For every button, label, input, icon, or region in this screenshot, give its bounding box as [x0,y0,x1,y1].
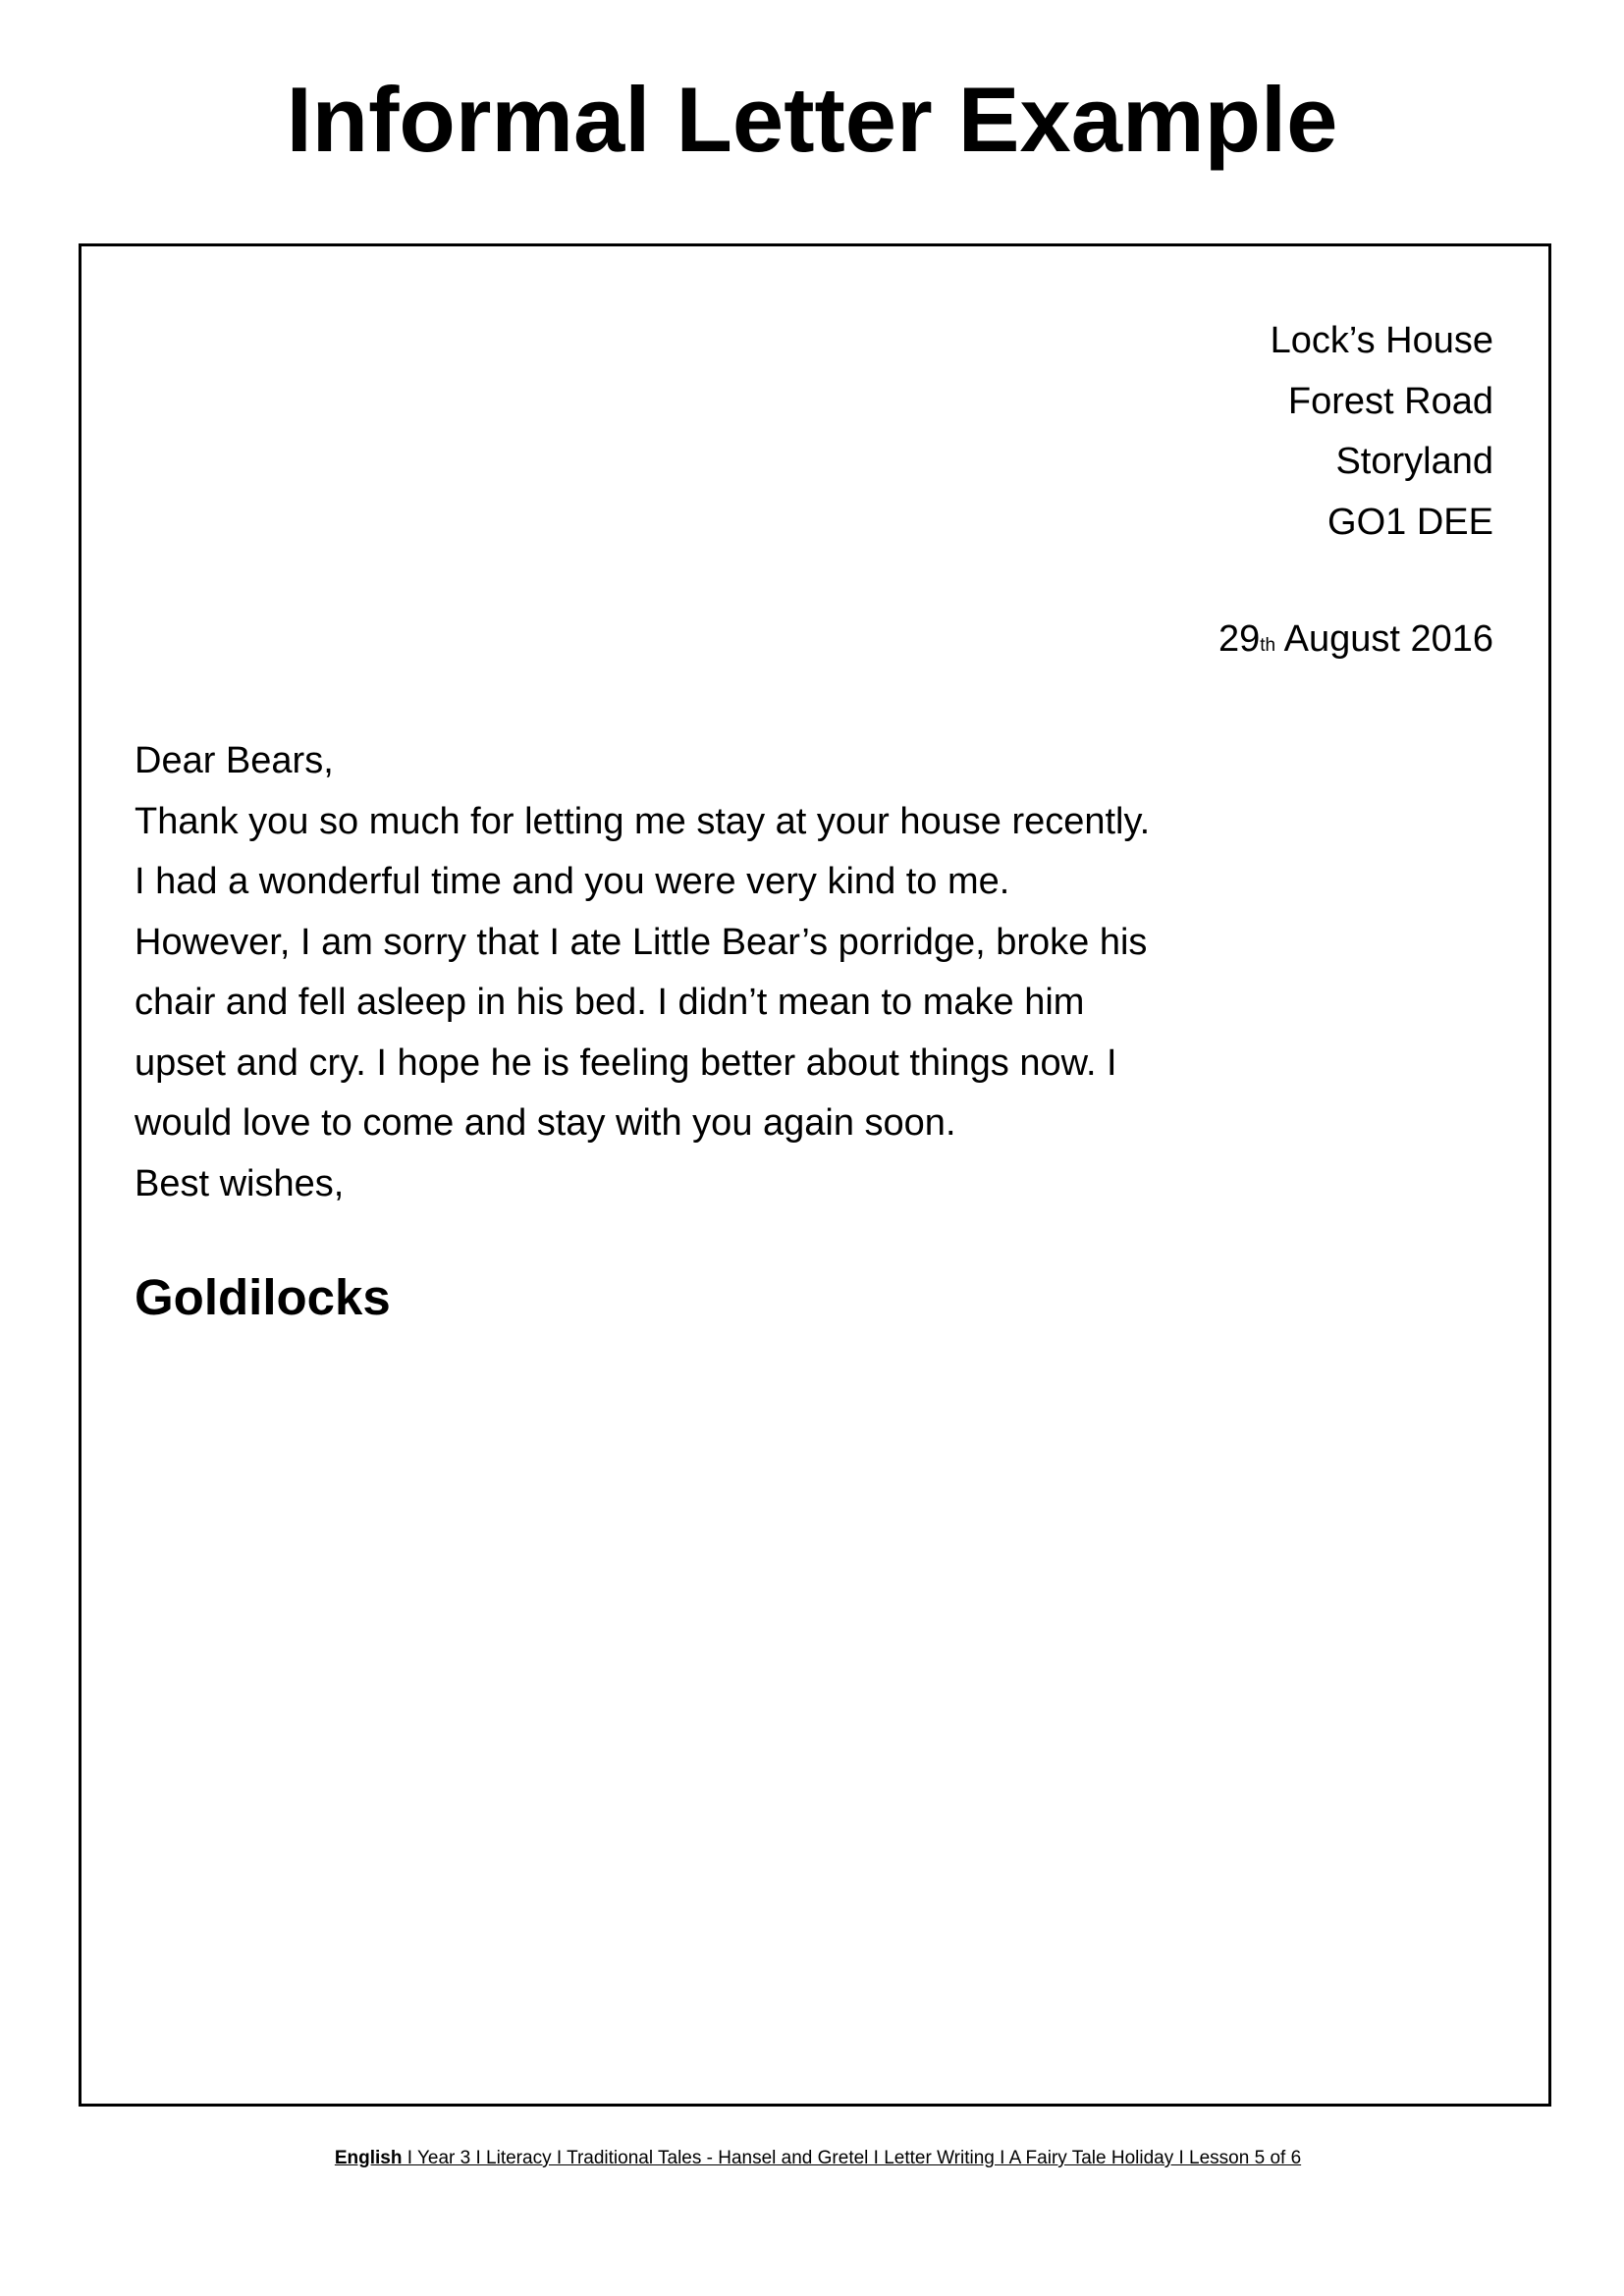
address-line-road: Forest Road [1287,380,1493,422]
letter-signature: Goldilocks [135,1269,391,1325]
letter-closing: Best wishes, [135,1162,345,1204]
address-line-town: Storyland [1335,441,1493,482]
letter-body [135,731,1215,1214]
letter-body-line: Thank you so much for letting me stay at your house recently. [135,800,1151,842]
letter-greeting: Dear Bears, [135,740,334,781]
page-title: Informal Letter Example [286,68,1338,171]
letter-body-line: However, I am sorry that I ate Little Bear’s porridge, broke his [135,921,1148,963]
date-day: 29 [1218,618,1261,660]
date-month-year: August 2016 [1275,618,1493,660]
letter-frame [79,243,1551,2107]
date-ordinal-suffix: th [1260,635,1276,656]
footer-details: I Year 3 I Literacy I Traditional Tales - Hansel and Gretel I Letter Writing I A Fairy Tale Holiday I Lesson 5 of 6 [402,2148,1302,2168]
address-line-house: Lock’s House [1270,320,1493,361]
letter-body-line: upset and cry. I hope he is feeling better about things now. I [135,1041,1117,1084]
footer-subject: English [334,2148,403,2168]
letter-date [1218,610,1493,676]
letter-body-line: chair and fell asleep in his bed. I didn’t mean to make him [135,982,1085,1023]
letter-body-line: I had a wonderful time and you were very kind to me. [135,861,1010,902]
page-footer [0,2146,1624,2171]
letter-body-line: would love to come and stay with you again soon. [135,1102,956,1144]
footer-breadcrumb [335,2146,1301,2171]
sender-address [1271,311,1493,553]
address-line-postcode: GO1 DEE [1327,501,1493,543]
